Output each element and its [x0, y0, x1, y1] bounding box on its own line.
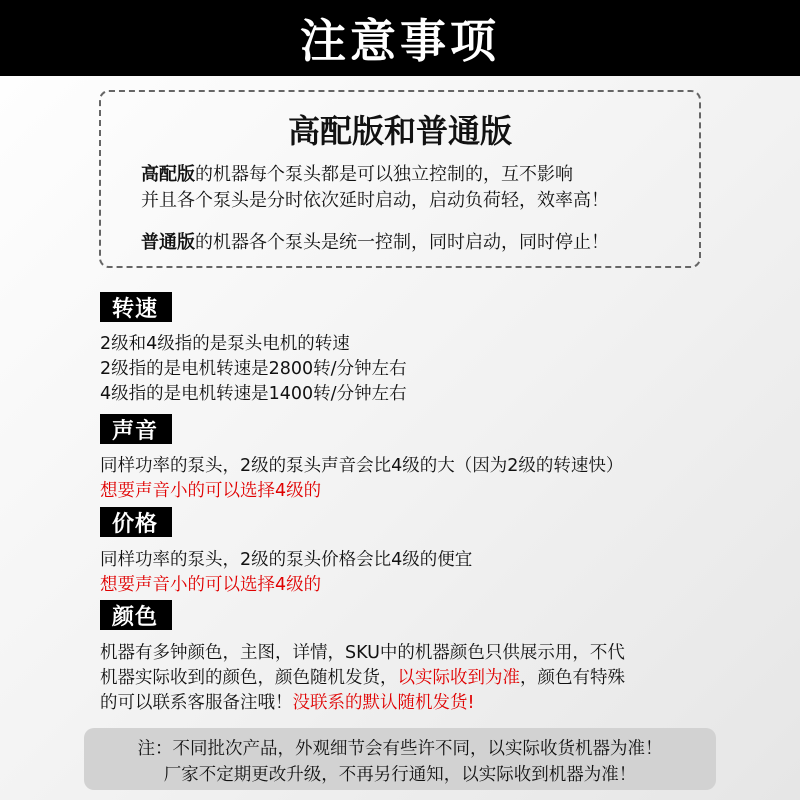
color-line-3: [100, 689, 475, 714]
speed-line-2: 2级指的是电机转速是2800转/分钟左右: [100, 359, 407, 379]
color-line-2-text: 机器实际收到的颜色，颜色随机发货，: [100, 668, 398, 688]
version-comparison-box: [99, 90, 701, 268]
high-version-label: 高配版: [141, 164, 195, 185]
note-box: [84, 728, 716, 790]
header-bar: [0, 0, 800, 76]
price-line-1: 同样功率的泵头，2级的泵头价格会比4级的便宜: [100, 550, 473, 570]
price-tip: 想要声音小的可以选择4级的: [100, 575, 322, 595]
color-line-2-highlight: 以实际收到为准: [397, 668, 520, 688]
speed-line-1: 2级和4级指的是泵头电机的转速: [100, 334, 350, 354]
normal-version-line: [141, 228, 609, 254]
speed-line-3: 4级指的是电机转速是1400转/分钟左右: [100, 384, 407, 404]
high-version-line-2: 并且各个泵头是分时依次延时启动，启动负荷轻，效率高！: [141, 190, 609, 211]
version-title: 高配版和普通版: [287, 112, 512, 150]
speed-section-label: 转速: [100, 292, 172, 322]
sound-tip: 想要声音小的可以选择4级的: [100, 481, 322, 501]
note-line-1: 注：不同批次产品，外观细节会有些许不同，以实际收货机器为准！: [137, 739, 663, 759]
high-version-text-1: 的机器每个泵头都是可以独立控制的，互不影响: [195, 164, 573, 185]
page-title: 注意事项: [300, 14, 500, 68]
sound-line-1: 同样功率的泵头，2级的泵头声音会比4级的大（因为2级的转速快）: [100, 456, 624, 476]
color-line-1: 机器有多钟颜色，主图，详情，SKU中的机器颜色只供展示用，不代: [100, 643, 625, 663]
color-line-2-end: ，颜色有特殊: [520, 668, 625, 688]
color-line-3-text: 的可以联系客服备注哦！: [100, 693, 293, 713]
high-version-line-1: [141, 160, 573, 186]
normal-version-label: 普通版: [141, 232, 195, 253]
sound-section-label: 声音: [100, 414, 172, 444]
note-line-2: 厂家不定期更改升级，不再另行通知，以实际收到机器为准！: [163, 765, 637, 785]
price-section-label: 价格: [100, 507, 172, 537]
color-line-3-highlight: 没联系的默认随机发货!: [292, 693, 475, 713]
normal-version-text: 的机器各个泵头是统一控制，同时启动，同时停止！: [195, 232, 609, 253]
color-line-2: [100, 664, 625, 689]
color-section-label: 颜色: [100, 600, 172, 630]
